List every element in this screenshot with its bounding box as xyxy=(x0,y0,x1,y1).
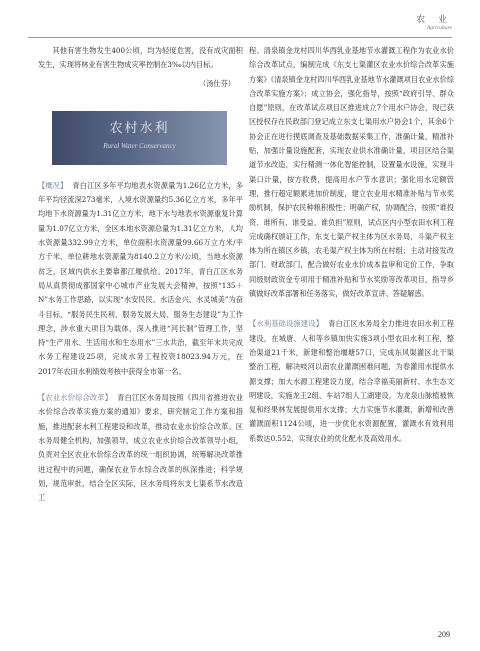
overview-paragraph xyxy=(38,179,243,379)
signature: （汤仕芬） xyxy=(199,78,235,88)
infra-tag: 【水利基础设施建设】 xyxy=(249,319,324,329)
banner-subtitle: Rural Water Conservancy xyxy=(103,142,176,151)
page-number: 209 xyxy=(438,630,450,639)
reform-paragraph xyxy=(38,391,243,505)
section-banner xyxy=(52,111,227,165)
reform-text: 青白江区水务局按照《四川省推进农业水价综合改革实施方案的通知》要求，研究制定工作方案和措施，推进配套水利工程建设和改革，推动农业水价综合改革。区水务局健全机构，加强领导，成立农业水价综合改革领导小组，负责对全区农业水价综合改革的统一组织协调，统筹解决改革推进过程中的问题，确保农业节水综合改革的纵深推进；科学规划，规范审批，结合全区实际，区水务局将东支七渠系节水改造工 xyxy=(38,393,243,503)
left-column xyxy=(38,44,243,505)
header-chinese: 农 业 xyxy=(416,15,452,25)
overview-tag: 【概况】 xyxy=(38,180,68,190)
banner-title: 农村水利 xyxy=(109,121,170,137)
left-top-paragraph: 其他有害生物发生400公顷，均为轻度危害，没有成灾面积发生，实现将林业有害生物成灾率控制在3‰以内目标。 xyxy=(38,46,243,70)
right-top-paragraph: 程、清泉镇金龙村四川华西乳业基地节水灌溉工程作为农业水价综合改革试点，编制完成《东支七渠灌区农业水价综合改革实施方案》《清泉镇金龙村四川华西乳业基地节水灌溉项目农业水价综合改革实施方案》；成立协会，强化指导，按照“政府引导、群众自愿”原则，在改革试点项目区推进成立7个用水户协会，现已获区授权存在民政部门登记成立东支七渠用水户协会1个，其余6个协会正在进行摸底调查及基础数据采集工作，准确计量，精准补贴，加强计量设施配套，实现农业供水准确计量，项目区结合渠道节水改造，实行精测一体化智能控制，设置量水设施，实现斗渠口计量，按方收费，提高用水户节水意识；强化用水定额管理，推行超定额累进加价制度，建立农业用水精准补贴与节水奖励机制，保护农民种粮积极性；明确产权，协调配合，按照“谁投资、谁所有、谁受益、谁负担”原则，试点区内小型农田水利工程完成确权颁证工作，东支七渠产权主体为区水务局，斗渠产权主体为所在镇区乡镇，农毛渠产权主体为所在村组；主动对接发改部门、财政部门，配合做好农业水价成本监审和定价工作，争取同级财政资金专项用于精准补贴和节水奖励等改革项目，指导乡镇做好改革部署和任务落实，做好改革宣讲、答疑解惑。 xyxy=(249,46,454,299)
infra-text: 青白江区水务局全力推进农田水利工程建设，在城唐、人和等乡镇加快实施3项小型农田水利工程，整治渠道21千米，新建和整治堰塘57口，完成东风渠灌区北干渠整治工程，解决岐河以南农业灌溉困难问题，为春灌用水提供水源支撑；加大水源工程建设力度，结合幸福美丽新村、水生态文明建设，实施龙王2组、车站7组人工湖建设，为龙泉山脉植被恢复和经果林发展提供用水支撑；大力实施节水灌溉，新增和改善灌溉面积1124公顷，进一步优化水资源配置，灌溉水有效利用系数达0.552，实现农业的优化配水及高效用水。 xyxy=(249,319,454,443)
header-rule xyxy=(28,37,452,38)
reform-tag: 【农业水价综合改革】 xyxy=(38,393,113,403)
overview-text: 青白江区多年平均地表水资源量为1.26亿立方米，多年平均径流深273毫米，入境水资源量约5.36亿立方米，多年平均地下水资源量为1.31亿立方米，地下水与地表水资源重复计算量为1.07亿立方米，全区本地水资源总量为1.31亿立方米，人均水资源量332.99立方米，单位面积水资源量99.66万立方米/平方千米，单位耕地水资源量为8140.2立方米/公顷，当地水资源贫乏，区域内供水主要靠都江堰供给。2017年，青白江区水务局从真贯彻成都国家中心城市产业发展大会精神，按照“135＋N”水务工作思路，以实现“水安民民、水活金兴、水灵城美”为奋斗目标，“服务民生民利、服务发展大局、服务生态建设”为工作理念，涉水重大项目为载体，深入推进“河长制”管理工作，坚持“生产用水、生活用水和生态用水”三水共治，截至年末共完成水务工程建设25项，完成水务工程投资18023.94万元，在2017年农田水利绩效考核中获得全市第一名。 xyxy=(38,180,243,376)
infra-paragraph xyxy=(249,317,454,446)
running-header xyxy=(416,12,452,31)
right-column xyxy=(249,44,454,446)
header-english: Agriculture xyxy=(426,25,452,31)
